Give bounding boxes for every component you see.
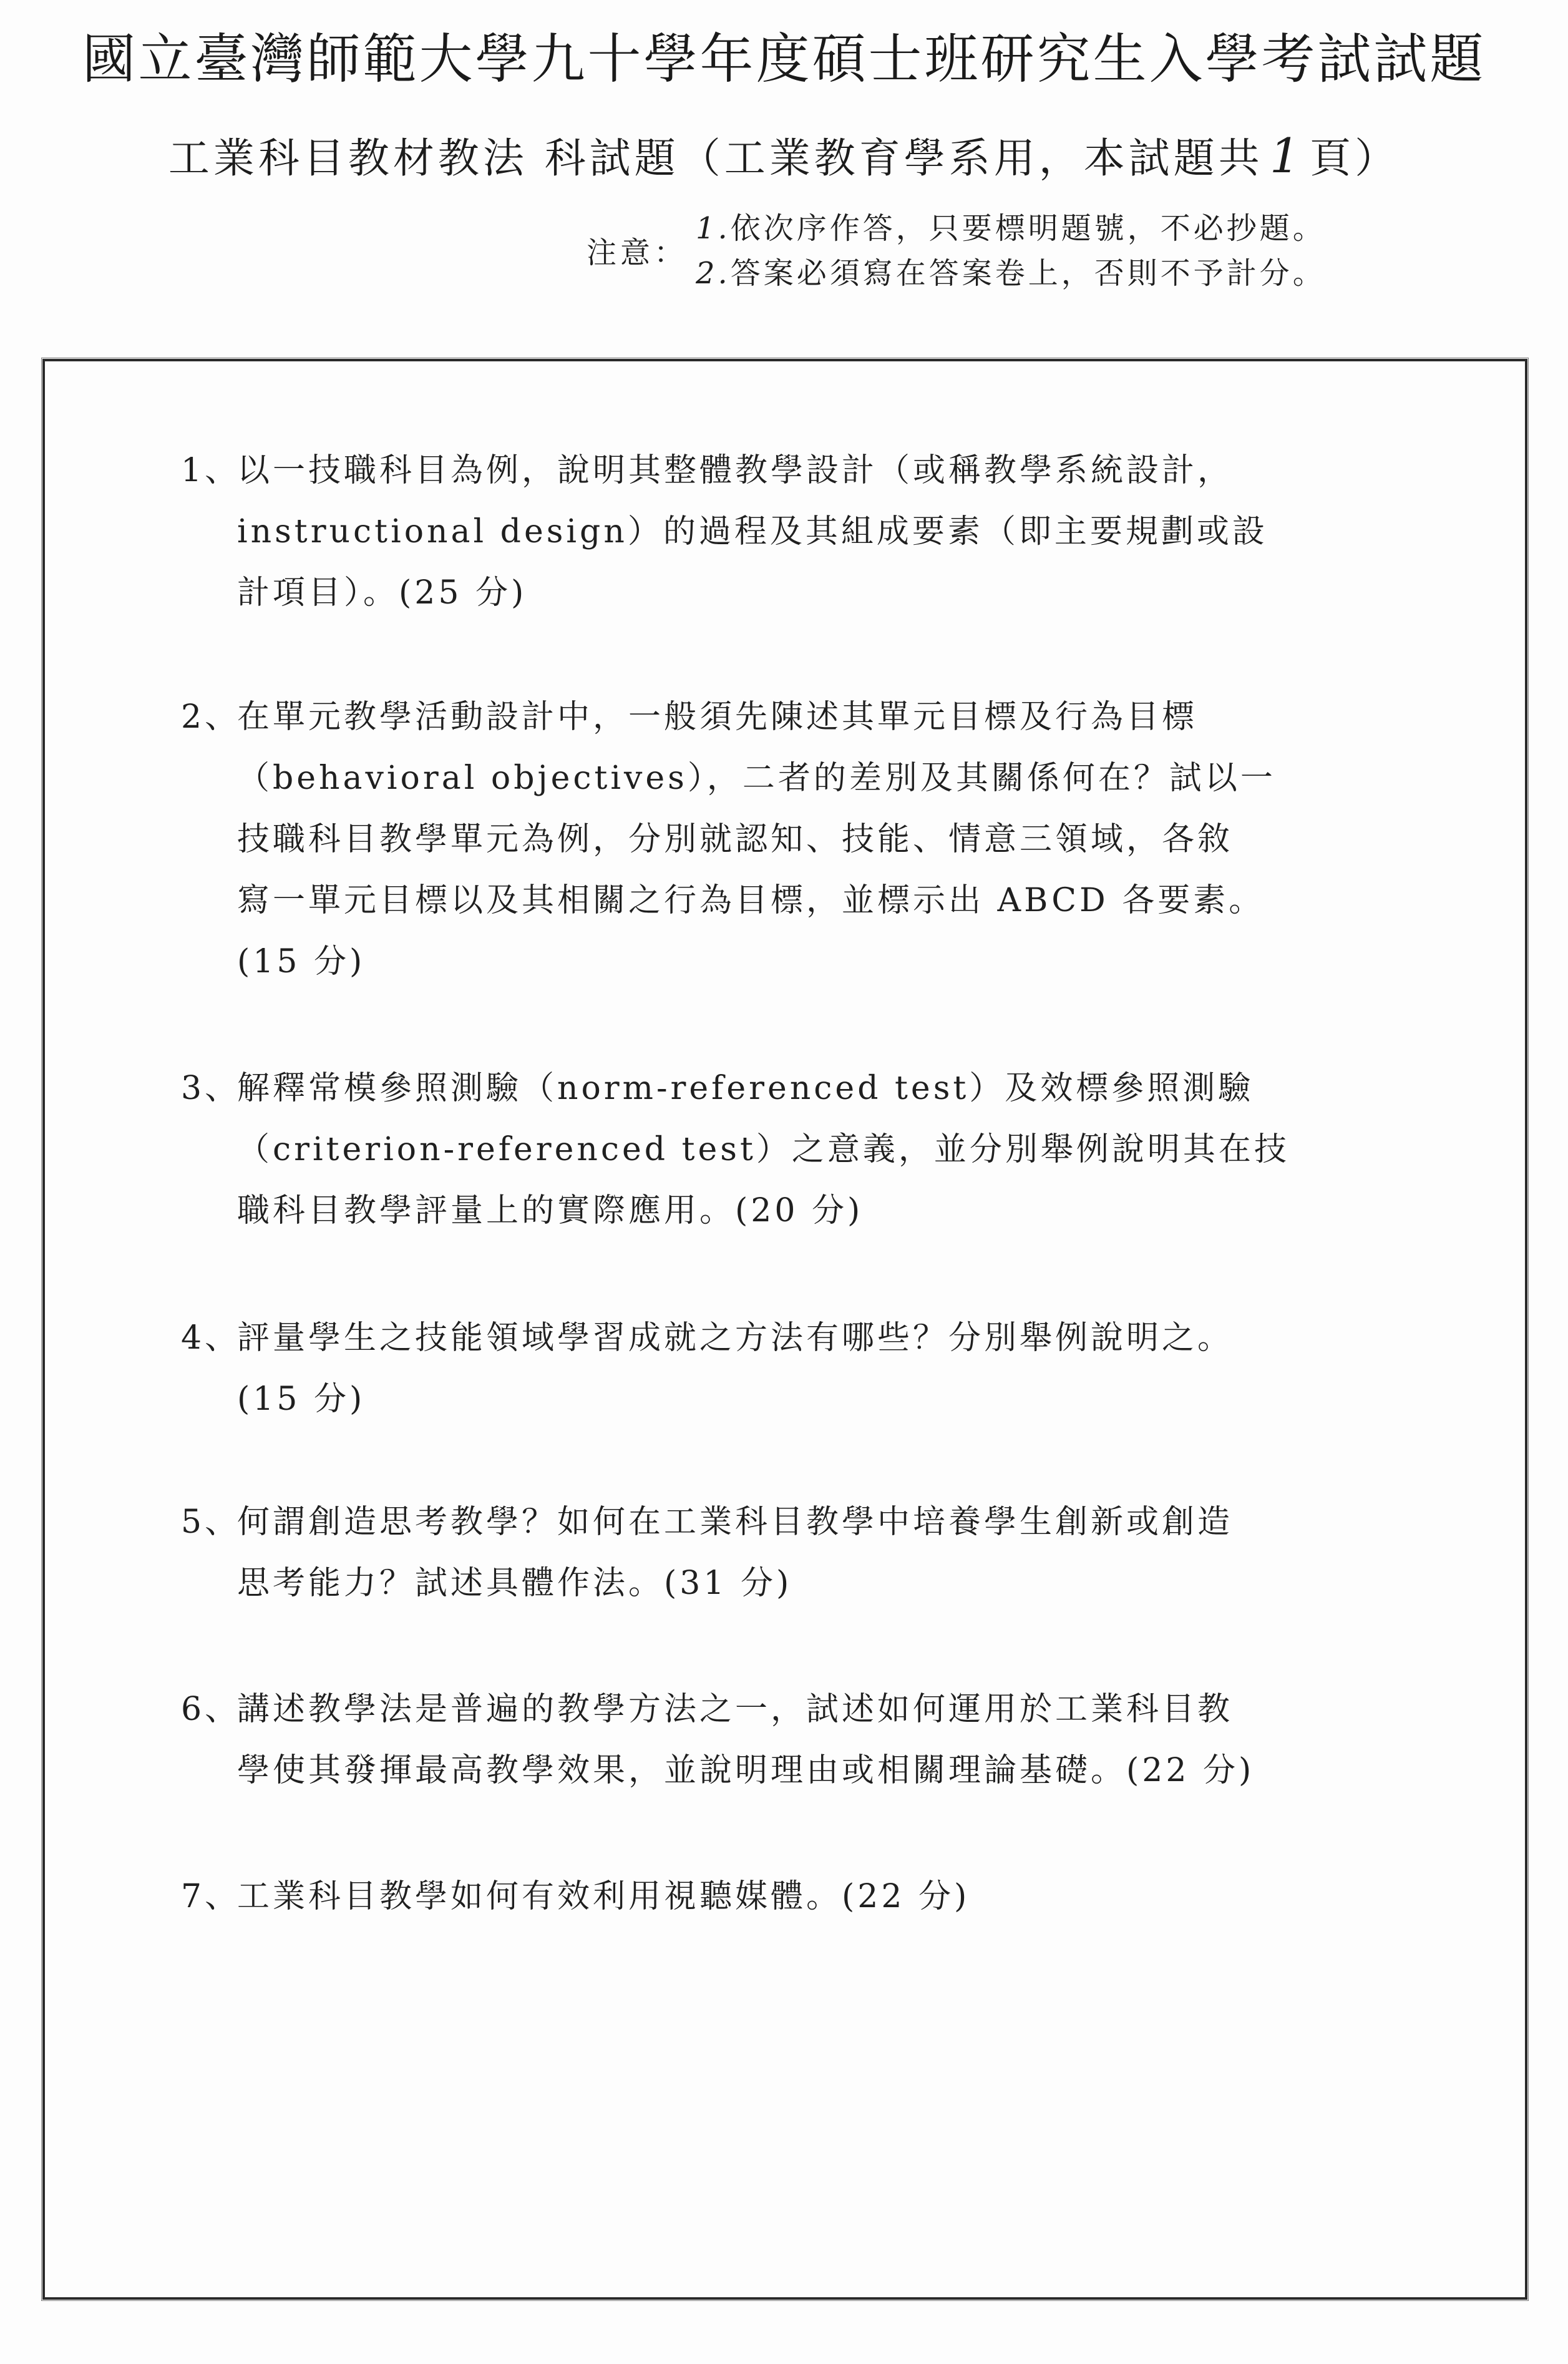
question-line: （behavioral objectives），二者的差別及其關係何在？試以一 [237, 760, 1276, 797]
question-line: 以一技職科目為例，說明其整體教學設計（或稱教學系統設計， [237, 452, 1234, 489]
page-count: 1 [1269, 128, 1304, 183]
question-number: 7、 [181, 1878, 241, 1915]
question-line: 技職科目教學單元為例，分別就認知、技能、情意三領域，各敘 [237, 821, 1234, 858]
question-5 [181, 1492, 1317, 1614]
question-line: 何謂創造思考教學？如何在工業科目教學中培養學生創新或創造 [237, 1503, 1234, 1541]
notice-label: 注意： [587, 235, 688, 270]
question-number: 6、 [181, 1691, 241, 1728]
notice-item-number: 2. [696, 256, 731, 291]
question-line: 評量學生之技能領域學習成就之方法有哪些？分別舉例說明之。 [237, 1319, 1234, 1357]
question-1 [181, 440, 1317, 623]
exam-subtitle [0, 128, 1568, 187]
question-line: 職科目教學評量上的實際應用。(20 分) [237, 1192, 864, 1229]
question-3 [181, 1058, 1317, 1241]
question-number: 2、 [181, 698, 241, 736]
question-4 [181, 1307, 1317, 1430]
notice-item-number: 1. [696, 211, 731, 246]
notice-item [696, 206, 1326, 251]
question-number: 5、 [181, 1503, 241, 1541]
question-line: 在單元教學活動設計中，一般須先陳述其單元目標及行為目標 [237, 698, 1198, 736]
question-6 [181, 1679, 1317, 1801]
notice-item [696, 251, 1326, 296]
question-line: 思考能力？試述具體作法。(31 分) [237, 1565, 792, 1602]
question-number: 1、 [181, 452, 241, 489]
question-number: 4、 [181, 1319, 241, 1357]
question-line: instructional design）的過程及其組成要素（即主要規劃或設 [237, 513, 1268, 550]
subtitle-suffix: 頁） [1310, 134, 1400, 182]
question-line: 學使其發揮最高教學效果，並說明理由或相關理論基礎。(22 分) [237, 1752, 1255, 1789]
exam-title: 國立臺灣師範大學九十學年度碩士班研究生入學考試試題 [82, 28, 1486, 90]
notice-block [587, 206, 1460, 306]
question-line: 計項目）。(25 分) [237, 574, 527, 612]
question-line: 講述教學法是普遍的教學方法之一，試述如何運用於工業科目教 [237, 1691, 1234, 1728]
question-line: 寫一單元目標以及其相關之行為目標，並標示出 ABCD 各要素。 [237, 882, 1265, 919]
question-number: 3、 [181, 1070, 241, 1107]
question-line: (15 分) [237, 1380, 366, 1418]
question-line: 工業科目教學如何有效利用視聽媒體。(22 分) [237, 1878, 970, 1915]
question-line: 解釋常模參照測驗（norm-referenced test）及效標參照測驗 [237, 1070, 1254, 1107]
question-2 [181, 686, 1317, 992]
question-line: （criterion-referenced test）之意義，並分別舉例說明其在技 [237, 1131, 1290, 1168]
subtitle-prefix: 工業科目教材教法 科試題（工業教育學系用，本試題共 [168, 134, 1264, 182]
notice-item-text: 答案必須寫在答案卷上，否則不予計分。 [730, 256, 1326, 291]
question-7 [181, 1866, 1317, 1927]
notice-item-text: 依次序作答，只要標明題號，不必抄題。 [730, 211, 1326, 246]
notice-items [696, 206, 1326, 296]
question-line: (15 分) [237, 943, 366, 980]
